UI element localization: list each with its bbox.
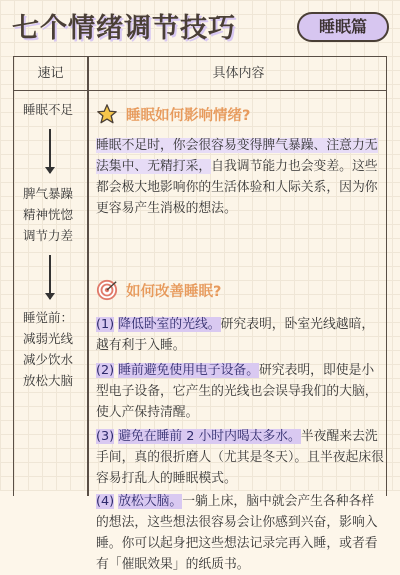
summary-before-sleep: 睡觉前： xyxy=(23,310,74,325)
section-how-sleep-affects-emotion xyxy=(96,101,384,129)
summary-relax-brain: 放松大脑 xyxy=(23,373,74,388)
page-title: 七个情绪调节技巧 xyxy=(12,13,236,44)
header xyxy=(0,0,400,52)
summary-poor-regulation: 调节力差 xyxy=(23,228,74,243)
tip-highlight: 避免在睡前 2 小时内喝太多水。 xyxy=(118,429,301,444)
paragraph-text: 自我调节能力也会变差。这些都会极大地影响你的生活体验和人际关系，因为你更容易产生消极的想法。 xyxy=(96,159,378,216)
tip-number: (2) xyxy=(96,363,115,378)
tip-item xyxy=(96,426,384,489)
summary-less-water: 减少饮水 xyxy=(23,352,74,367)
tip-text: 一躺上床，脑中就会产生各种各样的想法，这些想法很容易会让你感到兴奋，影响入睡。你可以起身把这些想法记录完再入睡，或者看有「催眠效果」的纸质书。 xyxy=(96,494,378,572)
tip-item xyxy=(96,491,384,575)
section-title: 如何改善睡眠? xyxy=(126,284,222,300)
summary-irritable: 脾气暴躁 xyxy=(23,186,74,201)
tip-highlight: 放松大脑。 xyxy=(118,494,183,509)
down-arrow-icon xyxy=(49,129,51,173)
category-tag: 睡眠篇 xyxy=(297,12,389,42)
down-arrow-icon xyxy=(49,255,51,299)
content-table xyxy=(13,56,387,572)
section1-paragraph xyxy=(96,135,384,219)
column-header-details: 具体内容 xyxy=(212,66,265,81)
tip-number: (3) xyxy=(96,429,115,444)
table-header xyxy=(14,57,386,91)
section-title: 睡眠如何影响情绪? xyxy=(126,108,251,124)
tip-text: 研究表明，即使是小型电子设备，它产生的光线也会误导我们的大脑，使人产保持清醒。 xyxy=(96,363,378,420)
tip-item xyxy=(96,314,384,356)
tip-highlight: 降低卧室的光线。 xyxy=(118,317,221,332)
column-divider xyxy=(87,57,89,496)
tip-text: 半夜醒来去洗手间，真的很折磨人（尤其是冬天）。且半夜起床很容易打乱人的睡眠模式。 xyxy=(96,429,384,486)
summary-sleep-deprivation: 睡眠不足 xyxy=(23,102,74,117)
tip-text: 研究表明，卧室光线越暗，越有利于入睡。 xyxy=(96,317,375,353)
column-header-summary: 速记 xyxy=(37,66,64,81)
tip-number: (4) xyxy=(96,494,115,509)
summary-absent-minded: 精神恍惚 xyxy=(23,207,74,222)
section-how-to-improve-sleep xyxy=(96,277,384,305)
summary-dim-light: 减弱光线 xyxy=(23,331,74,346)
tip-number: (1) xyxy=(96,317,115,332)
star-icon xyxy=(96,103,118,125)
highlighted-text: 睡眠不足时，你会很容易变得脾气暴躁、注意力无法集中、无精打采， xyxy=(96,138,378,174)
tip-item xyxy=(96,360,384,423)
target-icon xyxy=(96,279,118,301)
tip-highlight: 睡前避免使用电子设备。 xyxy=(118,363,259,378)
